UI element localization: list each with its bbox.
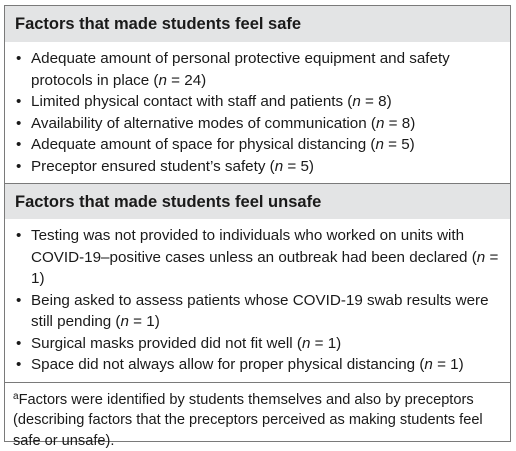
item-count: = 1) [310, 335, 341, 352]
item-count-symbol: n [424, 356, 432, 373]
list-item [15, 48, 504, 91]
item-text: Adequate amount of space for physical distancing ( [31, 136, 375, 153]
item-text: Space did not always allow for proper physical distancing ( [31, 356, 424, 373]
bullet: • [16, 113, 21, 135]
safe-factors-list [5, 42, 510, 183]
item-count-symbol: n [352, 93, 360, 110]
item-count: = 1) [129, 313, 160, 330]
bullet: • [16, 290, 21, 312]
item-count: = 5) [384, 136, 415, 153]
item-count-symbol: n [375, 136, 383, 153]
item-count: = 5) [283, 158, 314, 175]
bullet: • [16, 156, 21, 178]
unsafe-factors-heading: Factors that made students feel unsafe [5, 183, 510, 219]
bullet: • [16, 91, 21, 113]
item-count: = 8) [384, 115, 415, 132]
item-count-symbol: n [158, 72, 166, 89]
list-item [15, 225, 504, 290]
list-item [15, 156, 504, 178]
factors-table [4, 5, 511, 442]
bullet: • [16, 225, 21, 247]
list-item [15, 134, 504, 156]
item-count-symbol: n [376, 115, 384, 132]
item-count-symbol: n [302, 335, 310, 352]
unsafe-factors-list [5, 219, 510, 382]
item-text: Surgical masks provided did not fit well ( [31, 335, 302, 352]
list-item [15, 354, 504, 376]
item-count: = 1) [433, 356, 464, 373]
item-text: Preceptor ensured student’s safety ( [31, 158, 275, 175]
item-count-symbol: n [121, 313, 129, 330]
list-item [15, 91, 504, 113]
item-count: = 1) [31, 249, 498, 288]
bullet: • [16, 333, 21, 355]
item-count-symbol: n [275, 158, 283, 175]
list-item [15, 113, 504, 135]
item-text: Limited physical contact with staff and patients ( [31, 93, 352, 110]
item-text: Adequate amount of personal protective equipment and safety protocols in place ( [31, 50, 450, 89]
table-footnote [5, 382, 510, 451]
item-text: Being asked to assess patients whose COVID-19 swab results were still pending ( [31, 292, 489, 331]
list-item [15, 333, 504, 355]
item-count-symbol: n [477, 249, 485, 266]
item-count: = 8) [361, 93, 392, 110]
item-text: Availability of alternative modes of communication ( [31, 115, 376, 132]
safe-factors-heading: Factors that made students feel safe [5, 6, 510, 42]
list-item [15, 290, 504, 333]
bullet: • [16, 48, 21, 70]
footnote-text: Factors were identified by students themselves and also by preceptors (describing factors that the preceptors perceived as making students feel safe or unsafe). [13, 392, 483, 449]
bullet: • [16, 354, 21, 376]
bullet: • [16, 134, 21, 156]
footnote-marker: a [13, 391, 19, 402]
item-text: Testing was not provided to individuals who worked on units with COVID-19–positive cases unless an outbreak had been declared ( [31, 227, 477, 266]
item-count: = 24) [167, 72, 206, 89]
